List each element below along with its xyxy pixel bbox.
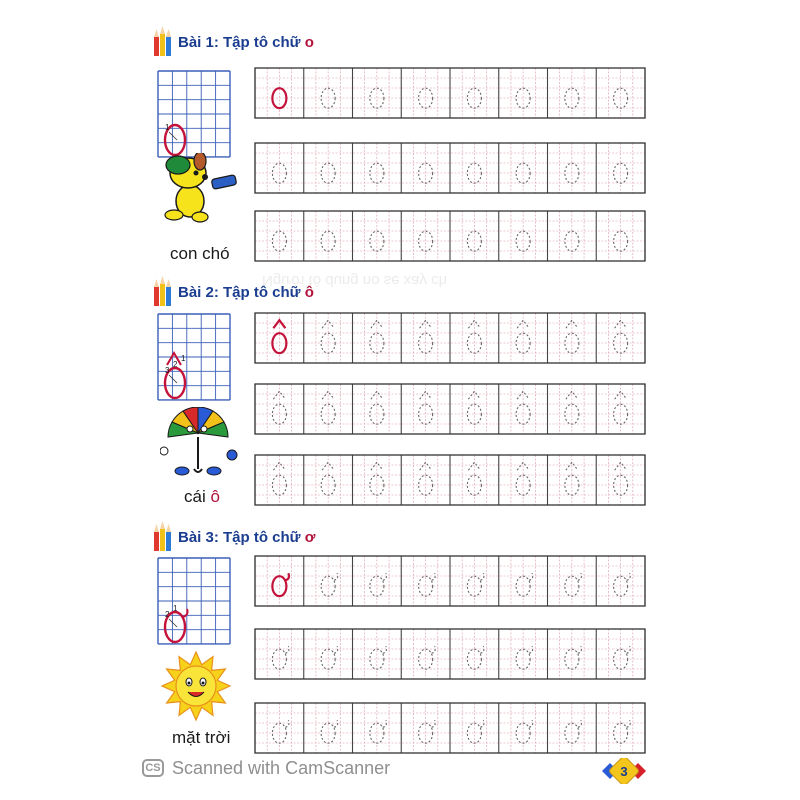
practice-strip (254, 702, 646, 754)
practice-strip (254, 210, 646, 262)
camscanner-logo-icon: CS (142, 759, 164, 777)
practice-strip (254, 454, 646, 506)
stroke-order-number: 1 (173, 604, 178, 613)
lesson-title (178, 284, 314, 301)
practice-strip (254, 312, 646, 364)
dotted-letter (516, 720, 533, 743)
page-number: 3 (620, 764, 628, 779)
dotted-letter (614, 646, 631, 669)
camscanner-footer (142, 757, 390, 779)
model-letter (272, 573, 289, 596)
practice-strip (254, 628, 646, 680)
lesson-title (178, 34, 314, 51)
caption-text: cái (184, 487, 211, 506)
stroke-order-number: 1 (181, 354, 186, 363)
demo-grid (157, 70, 231, 162)
caption-letter: ô (210, 487, 220, 506)
pencils-icon (153, 276, 173, 308)
stroke-order-number: 1 (165, 123, 170, 132)
dotted-letter (321, 720, 338, 743)
dotted-letter (565, 720, 582, 743)
dotted-letter (370, 646, 387, 669)
picture-caption (170, 244, 230, 264)
dotted-letter (516, 646, 533, 669)
practice-strip (254, 142, 646, 194)
pencils-icon (153, 521, 173, 553)
lesson-title-letter: ô (304, 284, 314, 301)
dotted-letter (467, 573, 484, 596)
sun-icon (160, 650, 236, 722)
umbrella-icon (160, 407, 240, 479)
lesson-title-letter: ơ (304, 529, 316, 546)
bleed-through-text: Người tô dung no se xay ch (262, 272, 447, 289)
dotted-letter (272, 646, 289, 669)
pencils-icon (153, 26, 173, 58)
page-number-badge (600, 758, 648, 784)
dotted-letter (467, 646, 484, 669)
dotted-letter (370, 573, 387, 596)
caption-text: mặt trời (172, 728, 231, 747)
camscanner-text: Scanned with CamScanner (172, 757, 391, 778)
stroke-order-number: 3 (165, 366, 170, 375)
dotted-letter (516, 573, 533, 596)
practice-strip (254, 383, 646, 435)
lesson-title-letter: o (304, 34, 314, 51)
dotted-letter (321, 646, 338, 669)
lesson-title-text: Bài 1: Tập tô chữ (178, 34, 305, 51)
caption-text: con chó (170, 244, 230, 263)
demo-horn (183, 609, 188, 617)
practice-strip (254, 67, 646, 119)
picture-caption (172, 728, 230, 748)
stroke-order-number: 2 (173, 360, 178, 369)
stroke-order-number: 2 (165, 610, 170, 619)
dotted-letter (467, 720, 484, 743)
dotted-letter (370, 720, 387, 743)
dotted-letter (419, 646, 436, 669)
dotted-letter (614, 720, 631, 743)
dotted-letter (419, 720, 436, 743)
lesson-title-text: Bài 2: Tập tô chữ (178, 284, 305, 301)
demo-grid (157, 313, 231, 405)
dotted-letter (272, 720, 289, 743)
practice-strip (254, 555, 646, 607)
picture-caption (184, 487, 220, 507)
dotted-letter (565, 646, 582, 669)
lesson-title-text: Bài 3: Tập tô chữ (178, 529, 305, 546)
lesson-title (178, 529, 315, 546)
dotted-letter (419, 573, 436, 596)
dotted-letter (565, 573, 582, 596)
demo-grid (157, 557, 231, 649)
yellow-dog-icon (160, 153, 240, 225)
dotted-letter (614, 573, 631, 596)
dotted-letter (321, 573, 338, 596)
